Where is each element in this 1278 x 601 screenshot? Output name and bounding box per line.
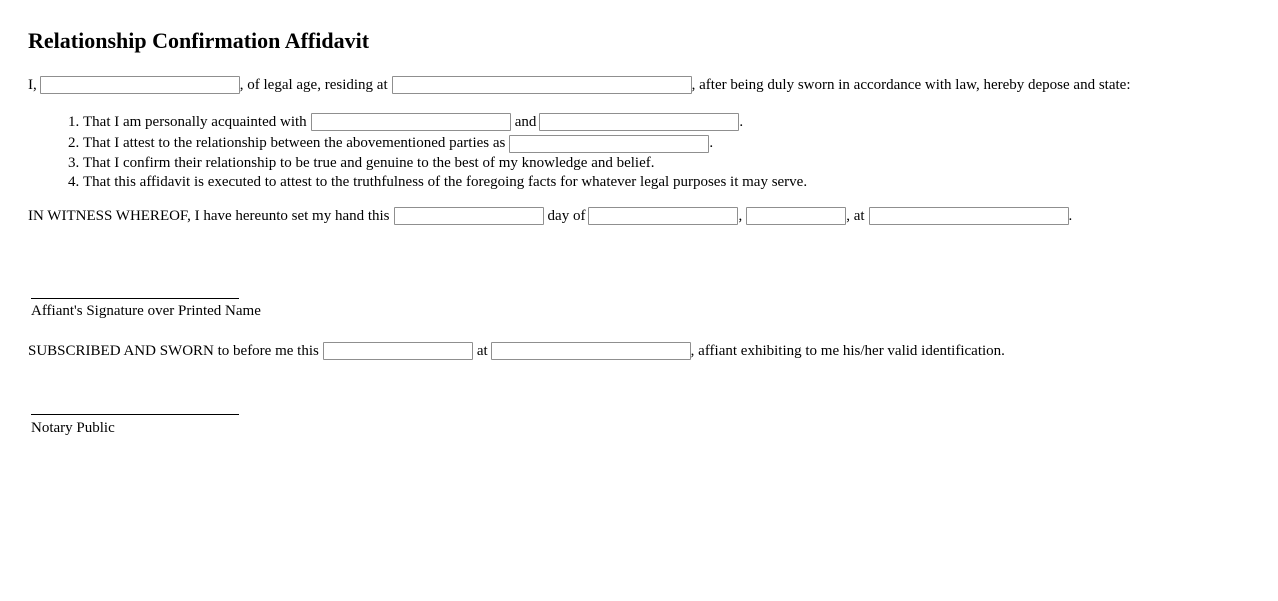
sworn-prefix: SUBSCRIBED AND SWORN to before me this [28, 343, 319, 359]
notary-signature-line [31, 414, 239, 415]
affiant-signature-label: Affiant's Signature over Printed Name [31, 303, 261, 319]
item-number: 1. [68, 113, 80, 130]
intro-after-address: , after being duly sworn in accordance with law, hereby depose and state: [691, 77, 1131, 93]
list-item [68, 154, 807, 173]
witness-day-input[interactable] [394, 207, 544, 225]
witness-place-input[interactable] [869, 207, 1069, 225]
page-title: Relationship Confirmation Affidavit [28, 28, 370, 53]
item-period: . [739, 113, 744, 130]
witness-prefix: IN WITNESS WHEREOF, I have hereunto set my hand this [28, 208, 390, 224]
sworn-suffix: , affiant exhibiting to me his/her valid identification. [690, 343, 1005, 359]
item-number: 4. [68, 174, 80, 190]
list-item [68, 111, 807, 133]
item-text: That I confirm their relationship to be true and genuine to the best of my knowledge and belief. [83, 155, 655, 171]
intro-after-name: , of legal age, residing at [239, 77, 388, 93]
witness-at: , at [846, 208, 865, 224]
witness-end: . [1068, 208, 1073, 224]
intro-line [28, 74, 1131, 96]
sworn-line [28, 340, 1005, 362]
witness-comma: , [738, 208, 743, 224]
item-number: 3. [68, 155, 80, 171]
item-period: . [709, 135, 714, 151]
witness-day-of: day of [547, 208, 586, 224]
witness-year-input[interactable] [746, 207, 846, 225]
party-one-input[interactable] [311, 113, 511, 131]
statement-list [28, 111, 807, 192]
sworn-at: at [476, 343, 488, 359]
affiant-signature-line [31, 298, 239, 299]
item-text: That I attest to the relationship between the abovementioned parties as [83, 135, 506, 151]
intro-prefix: I, [28, 77, 37, 93]
relationship-input[interactable] [509, 135, 709, 153]
item-text: That this affidavit is executed to attest to the truthfulness of the foregoing facts for whatever legal purposes it may serve. [83, 174, 808, 190]
witness-month-input[interactable] [588, 207, 738, 225]
address-input[interactable] [392, 76, 692, 94]
sworn-place-input[interactable] [491, 342, 691, 360]
item-text: That I am personally acquainted with [83, 113, 307, 130]
affiant-name-input[interactable] [40, 76, 240, 94]
item-and: and [514, 113, 537, 130]
list-item [68, 173, 807, 192]
item-number: 2. [68, 135, 80, 151]
list-item [68, 133, 807, 154]
notary-label: Notary Public [31, 420, 115, 436]
sworn-date-input[interactable] [323, 342, 473, 360]
witness-line [28, 205, 1072, 227]
party-two-input[interactable] [539, 113, 739, 131]
